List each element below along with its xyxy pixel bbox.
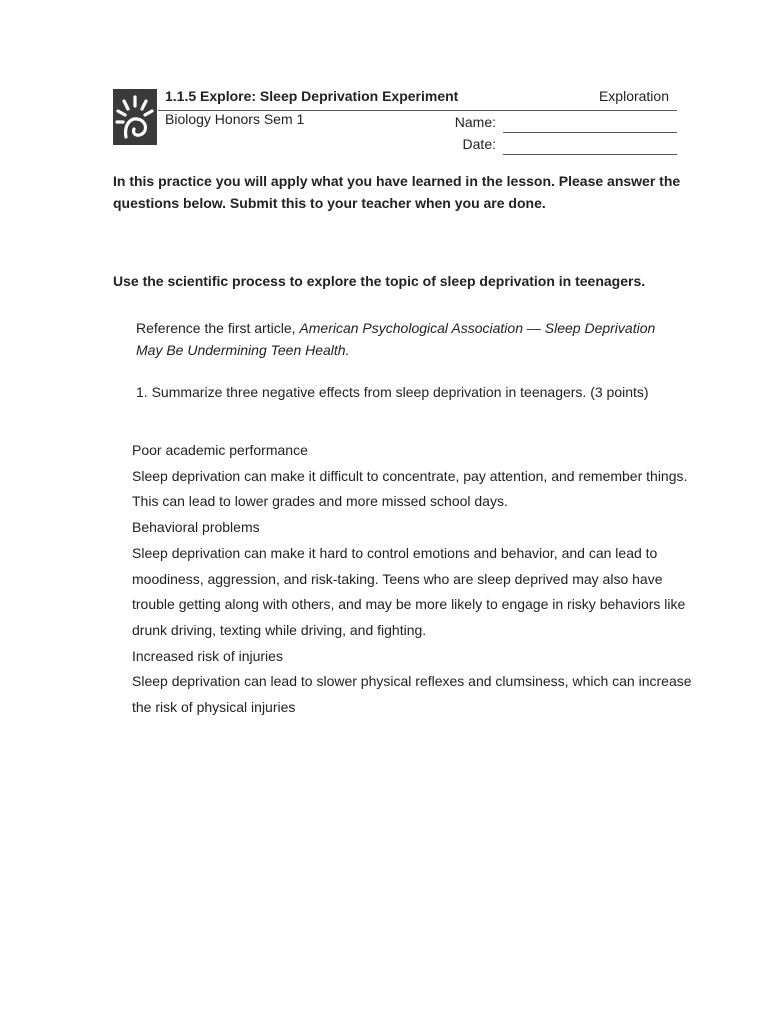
reference-prefix: Reference the first article, — [136, 320, 300, 336]
name-field-line[interactable] — [503, 132, 677, 133]
school-logo-icon — [113, 89, 157, 145]
instructions-paragraph: In this practice you will apply what you have learned in the lesson. Please answer the questions below. Submit this to your teacher when you are done. — [113, 173, 681, 211]
activity-type-label: Exploration — [598, 88, 669, 104]
answer-heading-academic: Poor academic performance — [132, 442, 308, 458]
article-reference — [136, 317, 656, 361]
answer-heading-behavioral: Behavioral problems — [132, 519, 260, 536]
task-heading: Use the scientific process to explore the topic of sleep deprivation in teenagers. — [113, 273, 646, 289]
answer-text-academic: Sleep deprivation can make it difficult to concentrate, pay attention, and remember things. This can lead to lower grades and more missed school days. — [132, 467, 688, 510]
article-title: American Psychological Association — Sleep Deprivation May Be Undermining Teen Health. — [136, 320, 656, 358]
date-field-line[interactable] — [503, 154, 677, 155]
answer-heading-injuries: Increased risk of injuries — [132, 647, 283, 664]
question-1: 1. Summarize three negative effects from sleep deprivation in teenagers. (3 points) — [136, 384, 649, 400]
course-name: Biology Honors Sem 1 — [165, 111, 305, 127]
answer-block — [132, 438, 692, 721]
name-label: Name: — [454, 114, 496, 130]
date-label: Date: — [462, 136, 496, 152]
worksheet-title: 1.1.5 Explore: Sleep Deprivation Experiment — [165, 88, 459, 104]
answer-text-behavioral: Sleep deprivation can make it hard to control emotions and behavior, and can lead to moodiness, aggression, and risk-taking. Teens who are sleep deprived may also have trouble getting along with others, and may be more likely to engage in risky behaviors like drunk driving, texting while driving, and fighting. — [132, 544, 686, 638]
answer-text-injuries: Sleep deprivation can lead to slower physical reflexes and clumsiness, which can increase the risk of physical injuries — [132, 673, 692, 716]
